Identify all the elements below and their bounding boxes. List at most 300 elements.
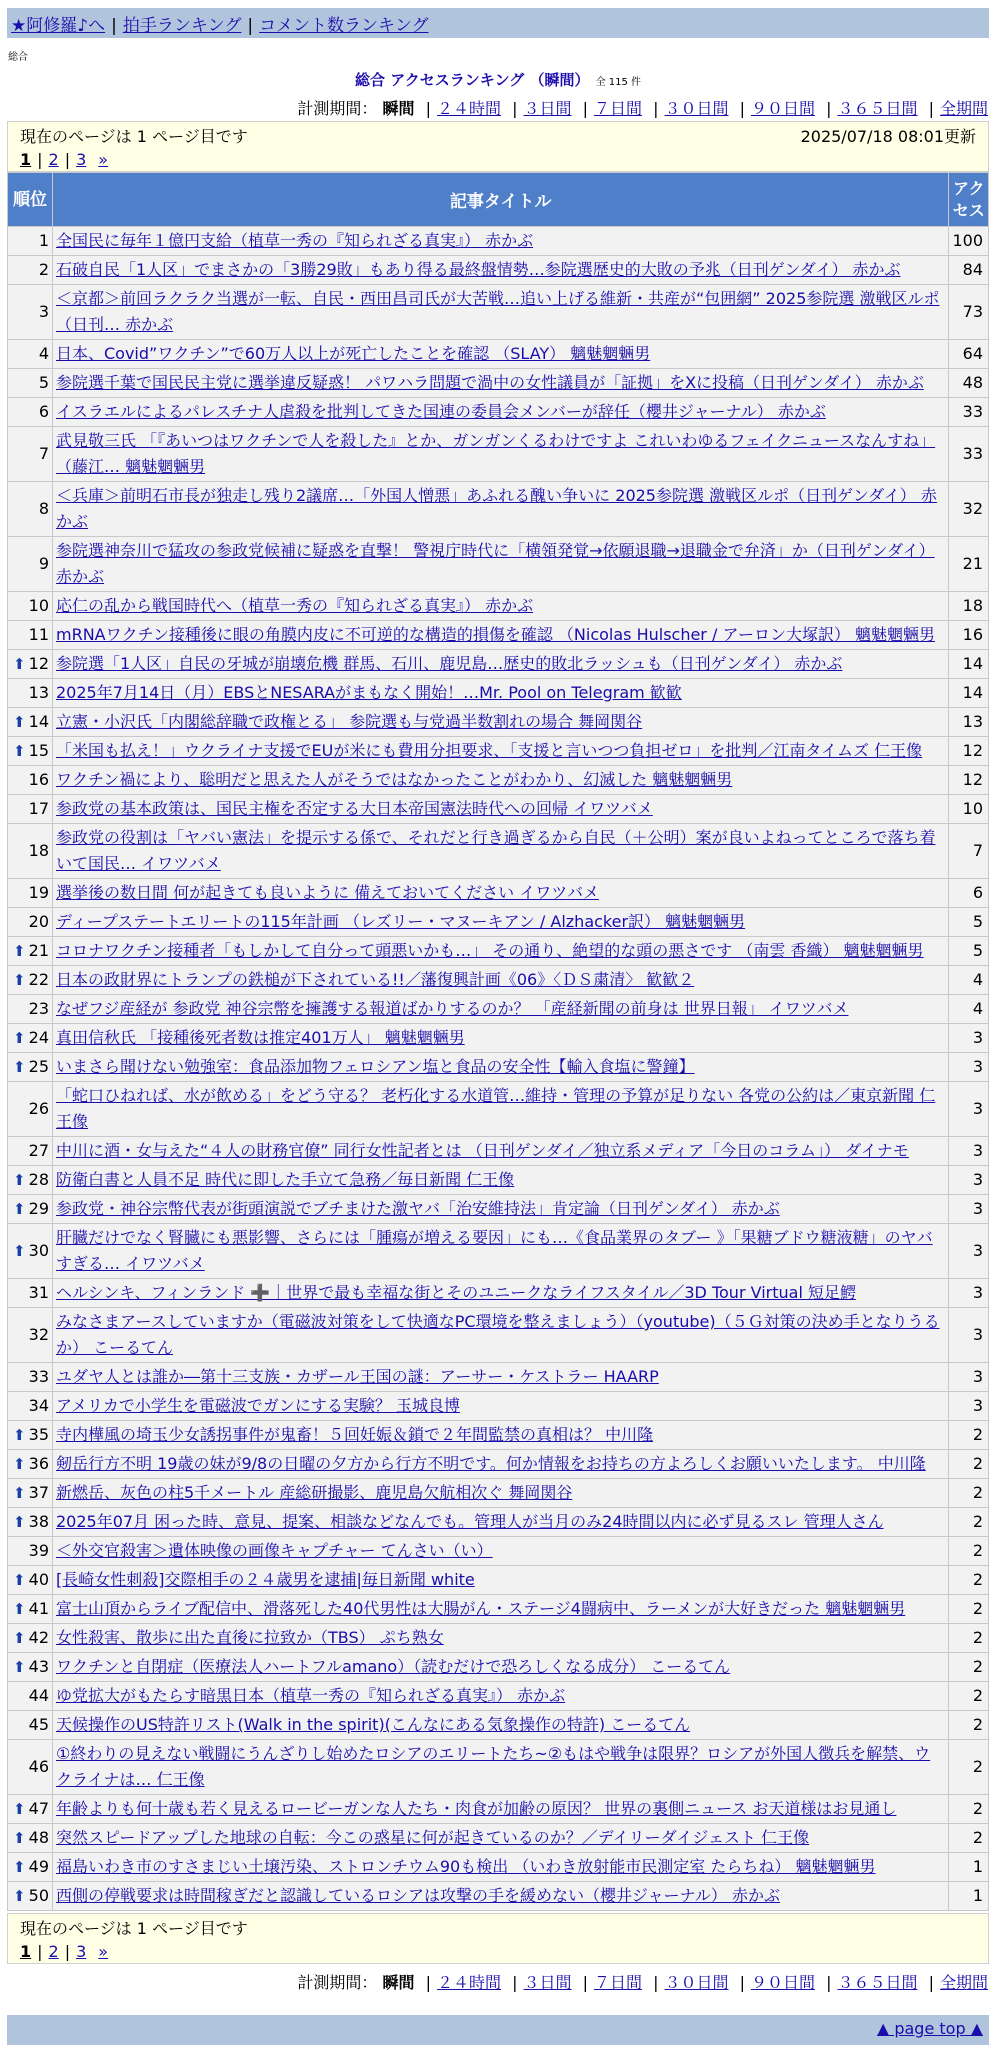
rank-number: 11 — [28, 625, 49, 644]
title-cell — [53, 1024, 949, 1053]
next-page-link[interactable]: » — [98, 150, 109, 169]
table-row — [8, 824, 989, 879]
clap-ranking-link[interactable]: 拍手ランキング — [122, 16, 242, 36]
rank-number: 8 — [38, 499, 49, 518]
article-link[interactable]: ディープステートエリートの115年計画 （レズリー・マヌーキアン / Alzhacker訳） 魑魅魍魎男 — [56, 912, 746, 931]
table-row — [8, 427, 989, 482]
rank-cell — [8, 621, 53, 650]
rank-cell — [8, 398, 53, 427]
rank-number: 23 — [28, 999, 49, 1018]
title-cell — [53, 340, 949, 369]
article-link[interactable]: みなさまアースしていますか（電磁波対策をして快適なPC環境を整えましょう）（youtube)（５Ｇ対策の決め手となりうるか） こーるてん — [56, 1312, 940, 1357]
title-cell — [53, 1795, 949, 1824]
table-row — [8, 795, 989, 824]
title-cell — [53, 227, 949, 256]
article-link[interactable]: 参政党・神谷宗幣代表が街頭演説でブチまけた激ヤバ「治安維持法」肯定論（日刊ゲンダイ） 赤かぶ — [56, 1199, 780, 1218]
article-link[interactable]: 武見敬三氏 「『あいつはワクチンで人を殺した』とか、ガンガンくるわけですよ これいわゆるフェイクニュースなんすね」 （藤江… 魑魅魍魎男 — [56, 431, 936, 476]
rank-number: 34 — [28, 1396, 49, 1415]
article-link[interactable]: なぜフジ産経が 参政党 神谷宗幣を擁護する報道ばかりするのか？ 「産経新聞の前身は 世界日報」 イワツバメ — [56, 999, 849, 1018]
rank-cell — [8, 1392, 53, 1421]
col-header-access: アクセス — [949, 173, 989, 227]
title-cell — [53, 482, 949, 537]
rank-cell — [8, 285, 53, 340]
period-link[interactable]: ９０日間 — [750, 1973, 815, 1992]
title-cell — [53, 369, 949, 398]
article-link[interactable]: 参院選千葉で国民民主党に選挙違反疑惑！ パワハラ問題で渦中の女性議員が「証拠」をXに投稿（日刊ゲンダイ） 赤かぶ — [56, 373, 924, 392]
rank-number: 19 — [28, 883, 49, 902]
access-count: 2 — [949, 1653, 989, 1682]
table-row — [8, 1508, 989, 1537]
title-cell — [53, 427, 949, 482]
rank-cell — [8, 1137, 53, 1166]
access-count: 3 — [949, 1024, 989, 1053]
title-cell — [53, 1450, 949, 1479]
rank-cell — [8, 879, 53, 908]
article-link[interactable]: 年齢よりも何十歳も若く見えるロービーガンな人たち・肉食が加齢の原因？ 世界の裏側ニュース お天道様はお見通し — [56, 1799, 897, 1818]
rank-number: 17 — [28, 799, 49, 818]
table-row — [8, 650, 989, 679]
table-row — [8, 1595, 989, 1624]
article-link[interactable]: ユダヤ人とは誰か―第十三支族・カザール王国の謎：アーサー・ケストラー HAARP — [56, 1367, 659, 1386]
period-link[interactable]: ３６５日間 — [837, 99, 918, 118]
table-row — [8, 340, 989, 369]
table-row — [8, 708, 989, 737]
title-cell — [53, 1082, 949, 1137]
rank-number: 41 — [28, 1599, 49, 1618]
article-link[interactable]: 参政党の基本政策は、国民主権を否定する大日本帝国憲法時代への回帰 イワツバメ — [56, 799, 653, 818]
table-row — [8, 1053, 989, 1082]
rank-cell — [8, 1624, 53, 1653]
article-link[interactable]: 剱岳行方不明 19歳の妹が9/8の日曜の夕方から行方不明です。何か情報をお持ちの方よろしくお願いいたします。 中川隆 — [56, 1454, 926, 1473]
rank-number: 29 — [28, 1199, 49, 1218]
table-row — [8, 1537, 989, 1566]
rank-number: 31 — [28, 1283, 49, 1302]
article-link[interactable]: mRNAワクチン接種後に眼の角膜内皮に不可逆的な構造的損傷を確認 （Nicolas Hulscher / アーロン大塚訳） 魑魅魍魎男 — [56, 625, 936, 644]
rank-cell — [8, 1882, 53, 1911]
rank-number: 4 — [38, 344, 49, 363]
rank-number: 13 — [28, 683, 49, 702]
period-selector-top: 計測期間： 瞬間 | ２４時間 | ３日間 | ７日間 | ３０日間 | ９０日間 | ３６５日間 | 全期間 — [297, 99, 988, 118]
access-count: 2 — [949, 1740, 989, 1795]
rank-cell — [8, 1853, 53, 1882]
rank-cell — [8, 369, 53, 398]
table-row — [8, 1682, 989, 1711]
title-cell — [53, 1479, 949, 1508]
article-link[interactable]: 中川に酒・女与えた“４人の財務官僚” 同行女性記者とは （日刊ゲンダイ／独立系メディア「今日のコラム」） ダイナモ — [56, 1141, 909, 1160]
rank-cell — [8, 1479, 53, 1508]
page-link[interactable]: 3 — [76, 1942, 87, 1961]
rank-up-icon: ⬆ — [13, 1800, 26, 1818]
rank-cell — [8, 766, 53, 795]
table-row — [8, 1566, 989, 1595]
rank-number: 10 — [28, 596, 49, 615]
title-cell — [53, 1279, 949, 1308]
rank-number: 48 — [28, 1828, 49, 1847]
rank-cell — [8, 482, 53, 537]
title-cell — [53, 766, 949, 795]
title-cell — [53, 1566, 949, 1595]
rank-number: 5 — [38, 373, 49, 392]
title-period: （瞬間） — [529, 71, 590, 89]
rank-number: 16 — [28, 770, 49, 789]
rank-number: 22 — [28, 970, 49, 989]
rank-cell — [8, 1279, 53, 1308]
article-link[interactable]: ＜京都＞前回ラクラク当選が一転、自民・西田昌司氏が大苦戦…追い上げる維新・共産が“包囲網” 2025参院選 激戦区ルポ（日刊… 赤かぶ — [56, 289, 940, 334]
period-current: 瞬間 — [382, 99, 415, 118]
title-cell — [53, 592, 949, 621]
rank-cell — [8, 1308, 53, 1363]
page-title — [0, 69, 996, 90]
table-row — [8, 1824, 989, 1853]
article-link[interactable]: 「蛇口ひねれば、水が飲める」をどう守る？ 老朽化する水道管…維持・管理の予算が足りない 各党の公約は／東京新聞 仁王像 — [56, 1086, 936, 1131]
title-main: アクセスランキング — [390, 71, 525, 89]
rank-up-icon: ⬆ — [13, 742, 26, 760]
col-header-rank: 順位 — [8, 173, 53, 227]
rank-up-icon: ⬆ — [13, 1455, 26, 1473]
table-row — [8, 908, 989, 937]
title-cell — [53, 1853, 949, 1882]
article-link[interactable]: 防衛白書と人員不足 時代に即した手立て急務／毎日新聞 仁王像 — [56, 1170, 515, 1189]
rank-cell — [8, 1450, 53, 1479]
ranking-table — [7, 172, 989, 1911]
article-link[interactable]: ①終わりの見えない戦闘にうんざりし始めたロシアのエリートたち~②もはや戦争は限界？ロシアが外国人徴兵を解禁、ウクライナは… 仁王像 — [56, 1744, 931, 1789]
article-link[interactable]: 選挙後の数日間 何が起きても良いように 備えておいてください イワツバメ — [56, 883, 599, 902]
rank-cell — [8, 995, 53, 1024]
article-link[interactable]: ワクチン禍により、聡明だと思えた人がそうではなかったことがわかり、幻滅した 魑魅魍魎男 — [56, 770, 733, 789]
rank-number: 37 — [28, 1483, 49, 1502]
rank-up-icon: ⬆ — [13, 1058, 26, 1076]
article-link[interactable]: 参院選神奈川で猛攻の参政党候補に疑惑を直撃！ 警視庁時代に「横領発覚→依願退職→退職金で弁済」か（日刊ゲンダイ） 赤かぶ — [56, 541, 935, 586]
table-row — [8, 227, 989, 256]
table-row — [8, 737, 989, 766]
rank-cell — [8, 1653, 53, 1682]
top-nav-bar — [7, 8, 989, 38]
rank-cell — [8, 908, 53, 937]
access-count: 3 — [949, 1082, 989, 1137]
table-row — [8, 537, 989, 592]
article-link[interactable]: ゆ党拡大がもたらす暗黒日本（植草一秀の『知られざる真実』） 赤かぶ — [56, 1686, 566, 1705]
article-link[interactable]: 突然スピードアップした地球の自転：今この惑星に何が起きているのか？／デイリーダイジェスト 仁王像 — [56, 1828, 810, 1847]
table-row — [8, 1653, 989, 1682]
access-count: 4 — [949, 995, 989, 1024]
access-count: 21 — [949, 537, 989, 592]
access-count: 2 — [949, 1595, 989, 1624]
title-cell — [53, 708, 949, 737]
rank-number: 6 — [38, 402, 49, 421]
access-count: 7 — [949, 824, 989, 879]
period-link[interactable]: ３０日間 — [664, 99, 729, 118]
access-count: 3 — [949, 1308, 989, 1363]
article-link[interactable]: 石破自民「1人区」でまさかの「3勝29敗」もあり得る最終盤情勢…参院選歴史的大敗の予兆（日刊ゲンダイ） 赤かぶ — [56, 260, 901, 279]
title-cell — [53, 1224, 949, 1279]
period-link[interactable]: ３日間 — [523, 1973, 572, 1992]
page-status-top — [7, 121, 989, 172]
table-row — [8, 1853, 989, 1882]
title-cell — [53, 650, 949, 679]
access-count: 2 — [949, 1624, 989, 1653]
page-status-bottom — [7, 1913, 989, 1964]
access-count: 32 — [949, 482, 989, 537]
table-row — [8, 966, 989, 995]
article-link[interactable]: アメリカで小学生を電磁波でガンにする実験？ 玉城良博 — [56, 1396, 460, 1415]
title-cell — [53, 1682, 949, 1711]
article-link[interactable]: 肝臓だけでなく腎臓にも悪影響、さらには「腫瘍が増える要因」にも…《食品業界のタブー 》「果糖ブドウ糖液糖」のヤバすぎる… イワツバメ — [56, 1228, 933, 1273]
rank-number: 40 — [28, 1570, 49, 1589]
access-count: 100 — [949, 227, 989, 256]
article-link[interactable]: 2025年7月14日（月）EBSとNESARAがまもなく開始！…Mr. Pool on Telegram 歓歓 — [56, 683, 682, 702]
period-link[interactable]: ９０日間 — [750, 99, 815, 118]
rank-cell — [8, 795, 53, 824]
rank-up-icon: ⬆ — [13, 1484, 26, 1502]
title-cell — [53, 1363, 949, 1392]
article-link[interactable]: 参院選「1人区」自民の牙城が崩壊危機 群馬、石川、鹿児島…歴史的敗北ラッシュも（日刊ゲンダイ） 赤かぶ — [56, 654, 843, 673]
rank-cell — [8, 537, 53, 592]
home-link[interactable]: ★阿修羅♪へ — [11, 16, 106, 36]
page-top-link[interactable]: ▲ page top ▲ — [876, 2019, 983, 2038]
rank-cell — [8, 427, 53, 482]
updated-timestamp: 2025/07/18 08:01更新 — [800, 127, 976, 146]
access-count: 3 — [949, 1137, 989, 1166]
rank-number: 45 — [28, 1715, 49, 1734]
period-link[interactable]: ２４時間 — [436, 99, 501, 118]
table-row — [8, 1421, 989, 1450]
title-cell — [53, 1711, 949, 1740]
access-count: 2 — [949, 1450, 989, 1479]
rank-number: 26 — [28, 1099, 49, 1118]
article-link[interactable]: 寺内樺風の埼玉少女誘拐事件が鬼畜！５回妊娠＆鎖で２年間監禁の真相は？ 中川隆 — [56, 1425, 654, 1444]
rank-cell — [8, 966, 53, 995]
comment-ranking-link[interactable]: コメント数ランキング — [259, 16, 429, 36]
article-count: 全 115 件 — [595, 77, 642, 88]
table-row — [8, 398, 989, 427]
article-link[interactable]: 応仁の乱から戦国時代へ（植草一秀の『知られざる真実』） 赤かぶ — [56, 596, 534, 615]
rank-cell — [8, 256, 53, 285]
access-count: 2 — [949, 1508, 989, 1537]
article-link[interactable]: いまさら聞けない勉強室：食品添加物フェロシアン塩と食品の安全性【輸入食塩に警鐘】 — [56, 1057, 695, 1076]
rank-cell — [8, 1166, 53, 1195]
title-cell — [53, 621, 949, 650]
access-count: 2 — [949, 1421, 989, 1450]
col-header-title: 記事タイトル — [53, 173, 949, 227]
table-row — [8, 1392, 989, 1421]
access-count: 14 — [949, 650, 989, 679]
rank-up-icon: ⬆ — [13, 1829, 26, 1847]
article-link[interactable]: 福島いわき市のすさまじい土壌汚染、ストロンチウム90も検出 （いわき放射能市民測定室 たらちね） 魑魅魍魎男 — [56, 1857, 876, 1876]
period-selector-bottom: 計測期間： 瞬間 | ２４時間 | ３日間 | ７日間 | ３０日間 | ９０日間 | ３６５日間 | 全期間 — [297, 1973, 988, 1992]
article-link[interactable]: ヘルシンキ、フィンランド ➕｜世界で最も幸福な街とそのユニークなライフスタイル／3D Tour Virtual 短足鰐 — [56, 1283, 856, 1302]
article-link[interactable]: 天候操作のUS特許リスト(Walk in the spirit)(こんなにある気象操作の特許) こーるてん — [56, 1715, 691, 1734]
table-row — [8, 1224, 989, 1279]
rank-cell — [8, 824, 53, 879]
bottom-bar — [7, 2015, 989, 2045]
rank-cell — [8, 1195, 53, 1224]
article-link[interactable]: 女性殺害、散歩に出た直後に拉致か（TBS） ぷち熟女 — [56, 1628, 444, 1647]
title-cell — [53, 824, 949, 879]
title-cell — [53, 1137, 949, 1166]
table-row — [8, 937, 989, 966]
rank-up-icon: ⬆ — [13, 713, 26, 731]
rank-number: 36 — [28, 1454, 49, 1473]
rank-cell — [8, 1595, 53, 1624]
page-link[interactable]: 2 — [48, 150, 59, 169]
page-current: 1 — [20, 150, 32, 169]
period-link[interactable]: 全期間 — [939, 1973, 988, 1992]
rank-up-icon: ⬆ — [13, 1629, 26, 1647]
rank-number: 9 — [38, 554, 49, 573]
table-row — [8, 879, 989, 908]
rank-cell — [8, 1740, 53, 1795]
article-link[interactable]: 2025年07月 困った時、意見、提案、相談などなんでも。管理人が当月のみ24時間以内に必ず見るスレ 管理人さん — [56, 1512, 884, 1531]
title-cell — [53, 1537, 949, 1566]
rank-up-icon: ⬆ — [13, 655, 26, 673]
access-count: 73 — [949, 285, 989, 340]
article-link[interactable]: コロナワクチン接種者「もしかして自分って頭悪いかも…」 その通り、絶望的な頭の悪さです （南雲 香織） 魑魅魍魎男 — [56, 941, 924, 960]
rank-number: 15 — [28, 741, 49, 760]
rank-number: 42 — [28, 1628, 49, 1647]
access-count: 4 — [949, 966, 989, 995]
title-cell — [53, 1595, 949, 1624]
rank-number: 49 — [28, 1857, 49, 1876]
rank-cell — [8, 1053, 53, 1082]
rank-cell — [8, 592, 53, 621]
rank-number: 33 — [28, 1367, 49, 1386]
title-cell — [53, 1195, 949, 1224]
access-count: 3 — [949, 1279, 989, 1308]
article-link[interactable]: 全国民に毎年１億円支給（植草一秀の『知られざる真実』） 赤かぶ — [56, 231, 534, 250]
article-link[interactable]: 参政党の役割は「ヤバい憲法」を提示する係で、それだと行き過ぎるから自民（＋公明）案が良いよねってところで落ち着いて国民… イワツバメ — [56, 828, 936, 873]
article-link[interactable]: 富士山頂からライブ配信中、滑落死した40代男性は大腸がん・ステージ4闘病中、ラーメンが大好きだった 魑魅魍魎男 — [56, 1599, 906, 1618]
period-link[interactable]: ７日間 — [593, 1973, 642, 1992]
title-cell — [53, 966, 949, 995]
rank-cell — [8, 1566, 53, 1595]
rank-cell — [8, 1537, 53, 1566]
access-count: 10 — [949, 795, 989, 824]
article-link[interactable]: ワクチンと自閉症（医療法人ハートフルamano）（読むだけで恐ろしくなる成分） こーるてん — [56, 1657, 731, 1676]
access-count: 14 — [949, 679, 989, 708]
access-count: 3 — [949, 1166, 989, 1195]
access-count: 12 — [949, 737, 989, 766]
rank-number: 32 — [28, 1325, 49, 1344]
rank-cell — [8, 1363, 53, 1392]
title-cell — [53, 908, 949, 937]
title-cell — [53, 1166, 949, 1195]
title-cell — [53, 537, 949, 592]
rank-number: 25 — [28, 1057, 49, 1076]
rank-up-icon: ⬆ — [13, 1858, 26, 1876]
table-row — [8, 1479, 989, 1508]
access-count: 3 — [949, 1195, 989, 1224]
rank-number: 44 — [28, 1686, 49, 1705]
access-count: 2 — [949, 1711, 989, 1740]
article-link[interactable]: ＜外交官殺害＞遺体映像の画像キャプチャー てんさい（い） — [56, 1541, 493, 1560]
period-link[interactable]: ２４時間 — [436, 1973, 501, 1992]
rank-cell — [8, 650, 53, 679]
table-row — [8, 1795, 989, 1824]
rank-cell — [8, 1795, 53, 1824]
table-row — [8, 1024, 989, 1053]
rank-cell — [8, 937, 53, 966]
title-cell — [53, 1392, 949, 1421]
nav-separator: | — [111, 16, 117, 36]
title-cell — [53, 679, 949, 708]
article-link[interactable]: 立憲・小沢氏「内閣総辞職で政権とる」 参院選も与党過半数割れの場合 舞岡関谷 — [56, 712, 643, 731]
article-link[interactable]: ＜兵庫＞前明石市長が独走し残り2議席…「外国人憎悪」あふれる醜い争いに 2025参院選 激戦区ルポ（日刊ゲンダイ） 赤かぶ — [56, 486, 937, 531]
article-link[interactable]: 西側の停戦要求は時間稼ぎだと認識しているロシアは攻撃の手を緩めない（櫻井ジャーナル） 赤かぶ — [56, 1886, 780, 1905]
pagination: 1 | 2 | 3 » — [20, 1942, 109, 1961]
article-link[interactable]: 新燃岳、灰色の柱5千メートル 産総研撮影、鹿児島欠航相次ぐ 舞岡関谷 — [56, 1483, 573, 1502]
rank-cell — [8, 1682, 53, 1711]
access-count: 2 — [949, 1479, 989, 1508]
article-link[interactable]: 日本、Covid”ワクチン”で60万人以上が死亡したことを確認 （SLAY） 魑魅魍魎男 — [56, 344, 651, 363]
access-count: 48 — [949, 369, 989, 398]
access-count: 13 — [949, 708, 989, 737]
access-count: 3 — [949, 1392, 989, 1421]
period-current: 瞬間 — [382, 1973, 415, 1992]
title-cell — [53, 1053, 949, 1082]
access-count: 64 — [949, 340, 989, 369]
next-page-link[interactable]: » — [98, 1942, 109, 1961]
rank-number: 14 — [28, 712, 49, 731]
article-link[interactable]: [長崎女性刺殺]交際相手の２４歳男を逮捕|毎日新聞 white — [56, 1570, 475, 1589]
page-link[interactable]: 2 — [48, 1942, 59, 1961]
period-link[interactable]: ３０日間 — [664, 1973, 729, 1992]
title-cell — [53, 285, 949, 340]
access-count: 3 — [949, 1224, 989, 1279]
access-count: 2 — [949, 1824, 989, 1853]
period-link[interactable]: 全期間 — [939, 99, 988, 118]
title-cell — [53, 879, 949, 908]
page-link[interactable]: 3 — [76, 150, 87, 169]
article-link[interactable]: イスラエルによるパレスチナ人虐殺を批判してきた国連の委員会メンバーが辞任（櫻井ジャーナル） 赤かぶ — [56, 402, 826, 421]
table-row — [8, 621, 989, 650]
access-count: 5 — [949, 937, 989, 966]
rank-up-icon: ⬆ — [13, 1571, 26, 1589]
access-count: 2 — [949, 1537, 989, 1566]
access-count: 2 — [949, 1795, 989, 1824]
period-link[interactable]: ７日間 — [593, 99, 642, 118]
rank-up-icon: ⬆ — [13, 971, 26, 989]
title-cell — [53, 1653, 949, 1682]
rank-cell — [8, 1824, 53, 1853]
article-link[interactable]: 日本の政財界にトランプの鉄槌が下されている!!／藩復興計画《06》〈ＤＳ粛清〉 歓歓２ — [56, 970, 695, 989]
page-current: 1 — [20, 1942, 32, 1961]
table-row — [8, 1166, 989, 1195]
rank-number: 35 — [28, 1425, 49, 1444]
rank-number: 47 — [28, 1799, 49, 1818]
title-cell — [53, 1624, 949, 1653]
current-page-text: 現在のページは 1 ページ目です — [20, 1919, 248, 1938]
access-count: 12 — [949, 766, 989, 795]
period-link[interactable]: ３６５日間 — [837, 1973, 918, 1992]
rank-up-icon: ⬆ — [13, 1600, 26, 1618]
access-count: 2 — [949, 1682, 989, 1711]
title-cell — [53, 737, 949, 766]
rank-number: 28 — [28, 1170, 49, 1189]
period-link[interactable]: ３日間 — [523, 99, 572, 118]
access-count: 6 — [949, 879, 989, 908]
rank-number: 46 — [28, 1757, 49, 1776]
rank-cell — [8, 1024, 53, 1053]
article-link[interactable]: 「米国も払え！」ウクライナ支援でEUが米にも費用分担要求、「支援と言いつつ負担ゼロ」を批判／江南タイムズ 仁王像 — [56, 741, 923, 760]
rank-number: 1 — [38, 231, 49, 250]
title-cell — [53, 256, 949, 285]
rank-number: 20 — [28, 912, 49, 931]
article-link[interactable]: 真田信秋氏 「接種後死者数は推定401万人」 魑魅魍魎男 — [56, 1028, 465, 1047]
category-label: 総合 — [8, 52, 28, 63]
table-row — [8, 995, 989, 1024]
rank-up-icon: ⬆ — [13, 1029, 26, 1047]
title-cell — [53, 1508, 949, 1537]
